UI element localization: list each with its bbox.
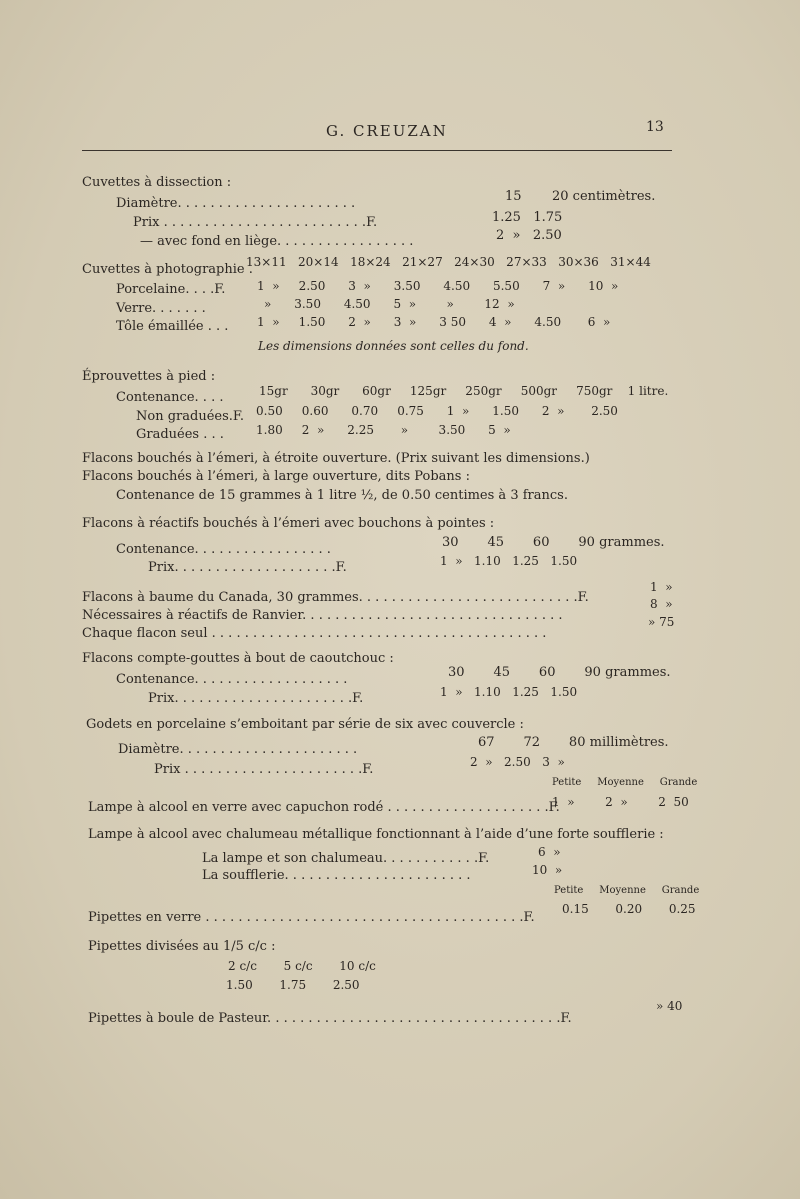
section-flacons-reactifs: Flacons à réactifs bouchés à l’émeri avec bouchons à pointes : bbox=[82, 516, 495, 531]
row-label: Prix . . . . . . . . . . . . . . . . . . . . . .F. bbox=[154, 762, 374, 777]
size-header: 13×11 20×14 18×24 21×27 24×30 27×33 30×36 31×44 bbox=[246, 255, 651, 269]
row-label: Graduées . . . bbox=[136, 427, 224, 442]
text-line: Contenance de 15 grammes à 1 litre ½, de 0.50 centimes à 3 francs. bbox=[116, 488, 568, 503]
section-godets: Godets en porcelaine s’emboitant par série de six avec couvercle : bbox=[86, 717, 524, 732]
section-eprouvettes: Éprouvettes à pied : bbox=[82, 369, 216, 384]
row-label: Contenance. . . . . . . . . . . . . . . . . bbox=[116, 542, 331, 557]
section-cuvettes-dissection: Cuvettes à dissection : bbox=[82, 175, 232, 190]
row-label: Tôle émaillée . . . bbox=[116, 319, 229, 334]
row-values: 67 72 80 millimètres. bbox=[478, 735, 669, 750]
row-values: 1.50 1.75 2.50 bbox=[226, 978, 360, 992]
row-label: Prix. . . . . . . . . . . . . . . . . . . .F. bbox=[148, 560, 347, 575]
page-number: 13 bbox=[646, 119, 664, 135]
row-values: 2 » 2.50 3 » bbox=[470, 755, 565, 769]
row-values: 1 » 2.50 3 » 3.50 4.50 5.50 7 » 10 » bbox=[257, 279, 619, 293]
row-values: 1 » 1.10 1.25 1.50 bbox=[440, 554, 578, 568]
row-label: — avec fond en liège. . . . . . . . . . . . . . . . . bbox=[140, 234, 414, 249]
row-values: 1 » 1.50 2 » 3 » 3 50 4 » 4.50 6 » bbox=[257, 315, 611, 329]
row-values: 15gr 30gr 60gr 125gr 250gr 500gr 750gr 1 litre. bbox=[259, 384, 669, 398]
row-value: 10 » bbox=[532, 863, 563, 877]
row-value: 1 » bbox=[650, 580, 673, 594]
row-label: Porcelaine. . . .F. bbox=[116, 282, 226, 297]
row-unit: 20 centimètres. bbox=[552, 189, 656, 204]
row-label: Prix. . . . . . . . . . . . . . . . . . . . . .F. bbox=[148, 691, 364, 706]
row-value: 8 » bbox=[650, 597, 673, 611]
text-line: Flacons bouchés à l’émeri, à large ouverture, dits Pobans : bbox=[82, 469, 470, 484]
section-cuvettes-photo: Cuvettes à photographie . bbox=[82, 262, 253, 277]
row-values: » 3.50 4.50 5 » » 12 » bbox=[264, 297, 515, 311]
row-label: Non graduées.F. bbox=[136, 409, 245, 424]
note: Les dimensions données sont celles du fond. bbox=[258, 339, 529, 353]
row-label: Diamètre. . . . . . . . . . . . . . . . . . . . . . bbox=[118, 742, 358, 757]
row-values: 30 45 60 90 grammes. bbox=[442, 535, 665, 550]
row-label: Pipettes à boule de Pasteur. . . . . . . . . . . . . . . . . . . . . . . . . . . . . . . . . . . .F. bbox=[88, 1011, 572, 1026]
row-values: 1 » 1.10 1.25 1.50 bbox=[440, 685, 578, 699]
section-lampe-chalumeau: Lampe à alcool avec chalumeau métallique fonctionnant à l’aide d’une forte soufflerie : bbox=[88, 827, 664, 842]
row-label: Diamètre. . . . . . . . . . . . . . . . . . . . . . bbox=[116, 196, 356, 211]
row-label: Chaque flacon seul . . . . . . . . . . . . . . . . . . . . . . . . . . . . . . . . . . . . . . . . . bbox=[82, 626, 547, 641]
row-values: 1 » 2 » 2 50 bbox=[552, 795, 689, 809]
text-line: Flacons bouchés à l’émeri, à étroite ouverture. (Prix suivant les dimensions.) bbox=[82, 451, 590, 466]
row-value: 6 » bbox=[538, 845, 561, 859]
size-header: Petite Moyenne Grande bbox=[554, 885, 700, 896]
row-label: Flacons à baume du Canada, 30 grammes. . . . . . . . . . . . . . . . . . . . . . . . . . .F. bbox=[82, 590, 589, 605]
row-values: 0.50 0.60 0.70 0.75 1 » 1.50 2 » 2.50 bbox=[256, 404, 618, 418]
section-pipettes-divisees: Pipettes divisées au 1/5 c/c : bbox=[88, 939, 276, 954]
row-label: La soufflerie. . . . . . . . . . . . . . . . . . . . . . . bbox=[202, 868, 471, 883]
row-values: 2 c/c 5 c/c 10 c/c bbox=[228, 959, 376, 973]
row-values: 1.80 2 » 2.25 » 3.50 5 » bbox=[256, 423, 511, 437]
row-label: Prix . . . . . . . . . . . . . . . . . . . . . . . . .F. bbox=[133, 215, 378, 230]
row-label: Nécessaires à réactifs de Ranvier. . . . . . . . . . . . . . . . . . . . . . . . . . . . . . . . bbox=[82, 608, 563, 623]
row-value: » 75 bbox=[648, 615, 675, 629]
row-values: 0.15 0.20 0.25 bbox=[562, 902, 696, 916]
size-header: Petite Moyenne Grande bbox=[552, 777, 698, 788]
row-value: » 40 bbox=[656, 999, 683, 1013]
row-label: Contenance. . . . bbox=[116, 390, 224, 405]
row-value: 2 » 2.50 bbox=[496, 228, 562, 243]
row-values: 30 45 60 90 grammes. bbox=[448, 665, 671, 680]
row-label: Lampe à alcool en verre avec capuchon rodé . . . . . . . . . . . . . . . . . . . .F. bbox=[88, 800, 560, 815]
row-label: Contenance. . . . . . . . . . . . . . . . . . . bbox=[116, 672, 348, 687]
row-label: Verre. . . . . . . bbox=[116, 301, 206, 316]
running-title: G. CREUZAN bbox=[326, 122, 448, 140]
row-label: Pipettes en verre . . . . . . . . . . . . . . . . . . . . . . . . . . . . . . . . . . . . . . .F. bbox=[88, 910, 535, 925]
section-compte-gouttes: Flacons compte-gouttes à bout de caoutchouc : bbox=[82, 651, 394, 666]
row-value: 1.25 1.75 bbox=[492, 210, 563, 225]
row-value: 15 bbox=[505, 189, 522, 204]
header-rule bbox=[82, 150, 672, 151]
row-label: La lampe et son chalumeau. . . . . . . . . . . .F. bbox=[202, 851, 490, 866]
